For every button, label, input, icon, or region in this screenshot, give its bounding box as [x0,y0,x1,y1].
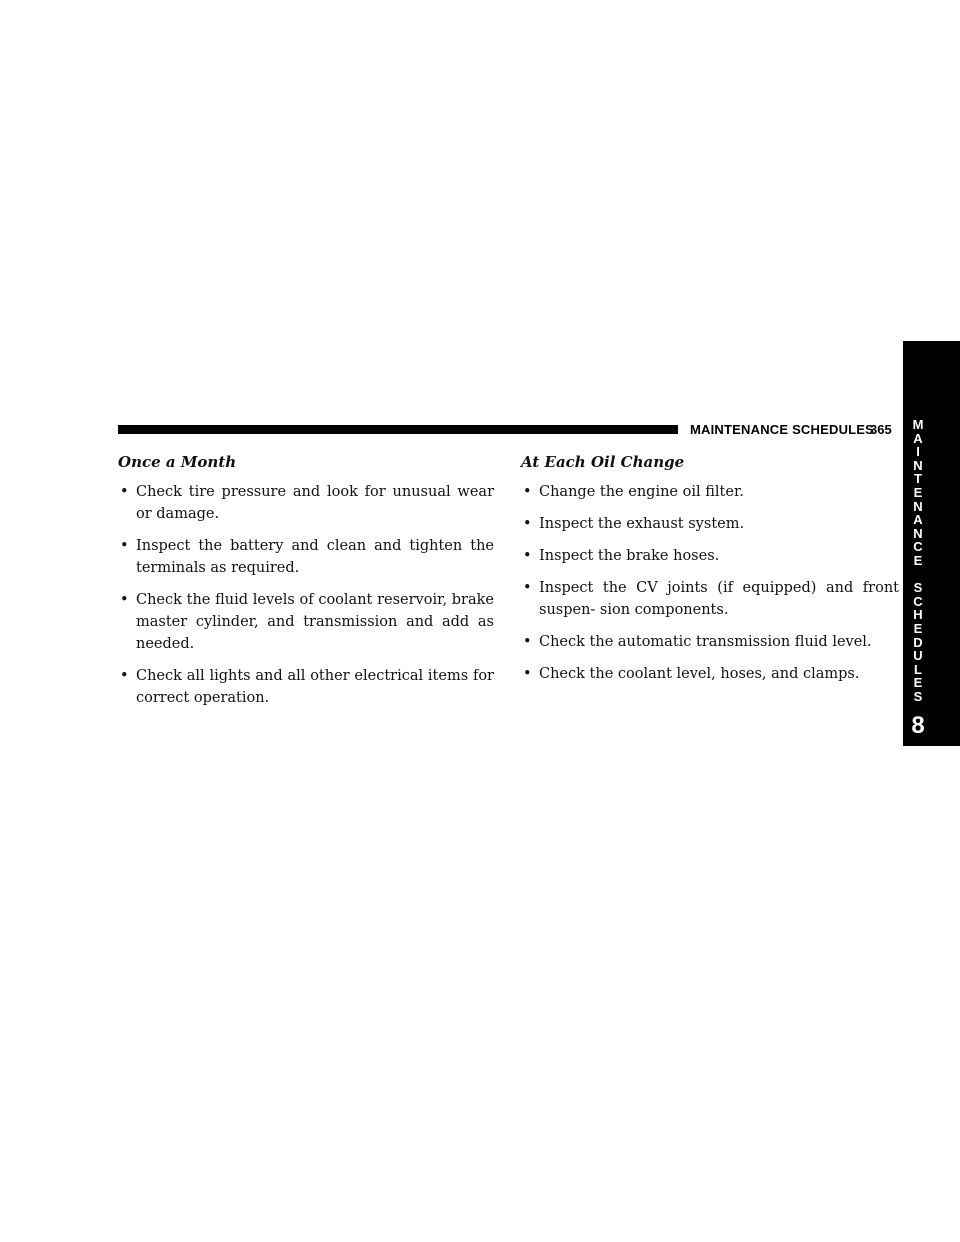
right-column [521,452,899,695]
tab-letter: A [913,512,923,528]
list-item-text: Inspect the CV joints (if equipped) and front suspen- sion components. [539,580,899,618]
tab-letter: C [913,593,923,609]
tab-letter: E [913,552,923,568]
page-number: 365 [870,422,892,437]
bullet: • [523,580,532,596]
list-item-text: Check the coolant level, hoses, and clamps. [539,666,860,682]
tab-letter: N [913,457,923,473]
tab-letter-spacer [903,568,933,582]
bullet: • [523,666,532,682]
list-item-text: Check all lights and all other electrical items for correct operation. [136,668,494,706]
list-item [521,513,899,535]
list-item [521,481,899,503]
list-item-text: Check the fluid levels of coolant reservoir, brake master cylinder, and transmission and add as needed. [136,592,494,652]
list-item [521,631,899,653]
section-heading-once-a-month: Once a Month [118,453,237,471]
list-item-text: Inspect the brake hoses. [539,548,720,564]
chapter-tab-label [903,418,933,703]
tab-letter: T [914,471,922,487]
tab-letter: S [913,580,923,596]
bullet: • [523,484,532,500]
bullet: • [120,592,129,608]
list-item [118,589,494,655]
bullet: • [120,484,129,500]
chapter-number: 8 [911,712,925,739]
tab-letter: I [916,444,920,460]
tab-letter: A [913,430,923,446]
header-rule [118,425,678,434]
bullet: • [120,668,129,684]
tab-letter: C [913,539,923,555]
tab-letter: L [914,661,922,677]
bullet: • [120,538,129,554]
list-item [118,665,494,709]
list-item-text: Change the engine oil filter. [539,484,744,500]
list-item-text: Check the automatic transmission fluid level. [539,634,872,650]
tab-letter: N [913,525,923,541]
section-title: MAINTENANCE SCHEDULES [690,422,875,437]
tab-letter: E [913,484,923,500]
list-item [521,663,899,685]
list-item [521,577,899,621]
tab-letter: S [913,688,923,704]
list-item-text: Check tire pressure and look for unusual wear or damage. [136,484,494,522]
bullet: • [523,516,532,532]
tab-letter: H [913,607,923,623]
bullet: • [523,634,532,650]
tab-letter: E [913,620,923,636]
tab-letter: D [913,634,923,650]
tab-letter: M [912,417,924,432]
left-column [118,452,494,719]
tab-letter: U [913,648,923,664]
list-item [118,481,494,525]
bullet: • [523,548,532,564]
list-item-text: Inspect the exhaust system. [539,516,745,532]
list-item [118,535,494,579]
section-heading-oil-change: At Each Oil Change [521,453,685,471]
tab-letter: N [913,498,923,514]
tab-letter: E [913,675,923,691]
list-item-text: Inspect the battery and clean and tighten the terminals as required. [136,538,494,576]
list-item [521,545,899,567]
